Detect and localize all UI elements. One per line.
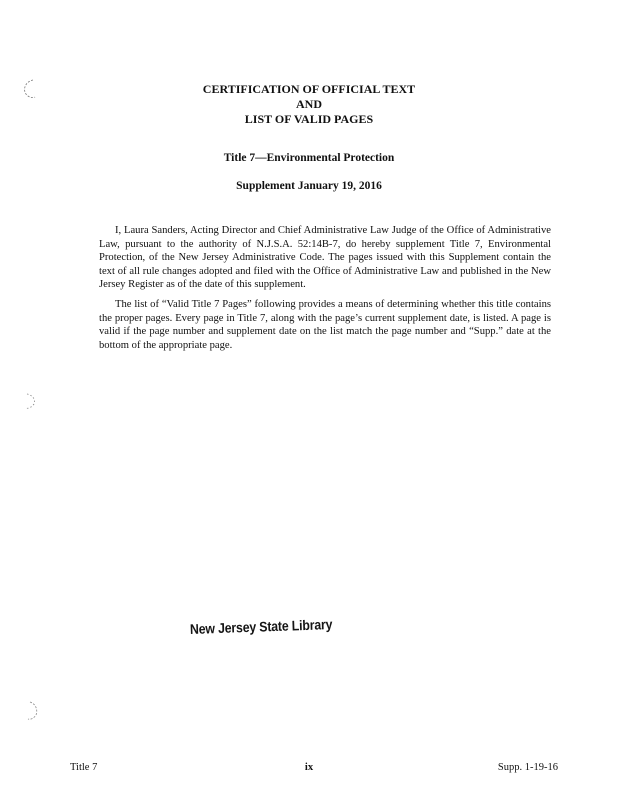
supplement-date: Supplement January 19, 2016 bbox=[236, 180, 382, 192]
footer-supplement: Supp. 1-19-16 bbox=[497, 762, 558, 773]
footer-title: Title 7 bbox=[70, 762, 98, 773]
punch-hole-mark-bottom bbox=[26, 700, 40, 722]
heading-line-3: LIST OF VALID PAGES bbox=[244, 112, 374, 126]
paragraph-valid-pages: The list of “Valid Title 7 Pages” following provides a means of determining whether this title contains the proper pages. Every page in Title 7, along with the page’s current supplement date, is listed. A page is valid if the page number and supplement date on the list match the page number and “Supp.” date at the bottom of the appropriate page. bbox=[99, 298, 551, 351]
heading-line-2: AND bbox=[296, 97, 322, 111]
paragraph-certification: I, Laura Sanders, Acting Director and Chief Administrative Law Judge of the Office of Administrative Law, pursuant to the authority of N.J.S.A. 52:14B-7, do hereby supplement Title 7, Environmental Protection, of the New Jersey Administrative Code. The pages issued with this Supplement contain the text of all rule changes adopted and filed with the Office of Administrative Law and published in the New Jersey Register as of the date of this supplement. bbox=[99, 225, 551, 291]
punch-hole-mark-middle bbox=[24, 392, 38, 414]
certification-heading bbox=[0, 82, 618, 127]
library-stamp: New Jersey State Library bbox=[189, 616, 333, 637]
certification-body bbox=[99, 224, 551, 358]
footer-page-number: ix bbox=[304, 762, 314, 773]
punch-hole-mark-top bbox=[22, 78, 36, 100]
heading-line-1: CERTIFICATION OF OFFICIAL TEXT bbox=[202, 82, 416, 96]
document-title: Title 7—Environmental Protection bbox=[223, 152, 395, 164]
